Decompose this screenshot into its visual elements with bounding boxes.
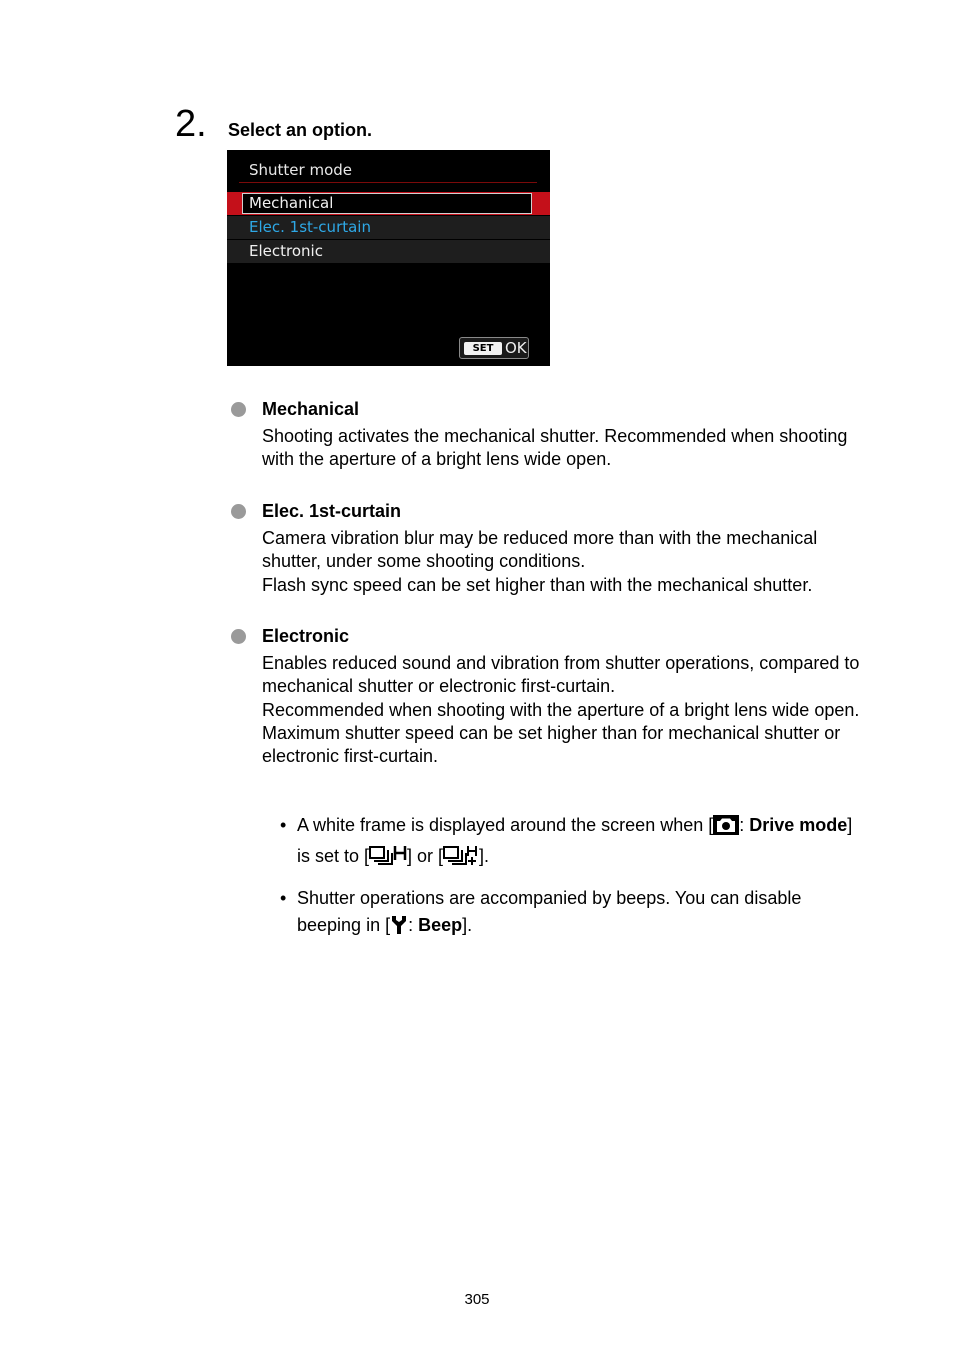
- note-text: ].: [479, 846, 490, 866]
- option-title-mechanical: Mechanical: [262, 399, 360, 419]
- note-text: ] or [: [407, 846, 444, 866]
- menu-item-elec-1st-curtain[interactable]: [227, 216, 550, 239]
- step-instruction: Select an option.: [228, 120, 373, 140]
- bullet-icon: [231, 504, 246, 519]
- note-text: :: [408, 915, 419, 935]
- note-drive-mode: [297, 812, 867, 874]
- option-title-elec-1st-curtain: Elec. 1st-curtain: [262, 501, 402, 521]
- step-number: 2.: [175, 103, 207, 145]
- menu-title-divider: [239, 182, 537, 183]
- description-paragraph: Maximum shutter speed can be set higher than for mechanical shutter or electronic first-curtain.: [262, 722, 841, 767]
- option-description-elec-1st-curtain: [262, 527, 872, 597]
- bullet-icon: [231, 402, 246, 417]
- note-text: ] is set to [: [297, 815, 853, 866]
- note-text: :: [739, 815, 750, 835]
- menu-item-electronic[interactable]: [227, 240, 550, 263]
- description-paragraph: Shooting activates the mechanical shutter. Recommended when shooting with the aperture of a bright lens wide open.: [262, 426, 848, 470]
- note-bullet: •: [280, 888, 287, 908]
- menu-name-drive-mode: Drive mode: [749, 815, 848, 835]
- note-text: A white frame is displayed around the screen when [: [297, 815, 714, 835]
- camera-icon: [713, 815, 739, 843]
- high-speed-continuous-icon: [369, 844, 407, 874]
- menu-item-label: Electronic: [249, 242, 323, 260]
- menu-item-mechanical[interactable]: [227, 192, 550, 215]
- note-beep: [297, 885, 867, 943]
- high-speed-continuous-plus-icon: [443, 844, 479, 874]
- note-text: ].: [462, 915, 473, 935]
- page-number: 305: [464, 1291, 490, 1308]
- description-paragraph: Enables reduced sound and vibration from shutter operations, compared to mechanical shutter or electronic first-curtain.: [262, 653, 860, 697]
- ok-label: OK: [505, 339, 527, 357]
- description-paragraph: Camera vibration blur may be reduced more than with the mechanical shutter, under some shooting conditions.: [262, 528, 818, 572]
- menu-title: Shutter mode: [249, 161, 353, 179]
- menu-item-label: Mechanical: [249, 194, 334, 212]
- description-paragraph: Recommended when shooting with the aperture of a bright lens wide open.: [262, 699, 860, 720]
- note-text: Shutter operations are accompanied by beeps. You can disable beeping in [: [297, 888, 802, 935]
- bullet-icon: [231, 629, 246, 644]
- wrench-icon: [390, 915, 408, 943]
- set-ok-button[interactable]: [459, 337, 529, 359]
- menu-item-label: Elec. 1st-curtain: [249, 218, 371, 236]
- camera-menu-screen: [227, 150, 550, 366]
- option-description-mechanical: [262, 425, 872, 472]
- menu-name-beep: Beep: [418, 915, 463, 935]
- option-title-electronic: Electronic: [262, 626, 350, 646]
- option-description-electronic: [262, 652, 872, 768]
- note-bullet: •: [280, 815, 287, 835]
- description-paragraph: Flash sync speed can be set higher than with the mechanical shutter.: [262, 574, 813, 595]
- set-key-icon: SET: [464, 342, 502, 355]
